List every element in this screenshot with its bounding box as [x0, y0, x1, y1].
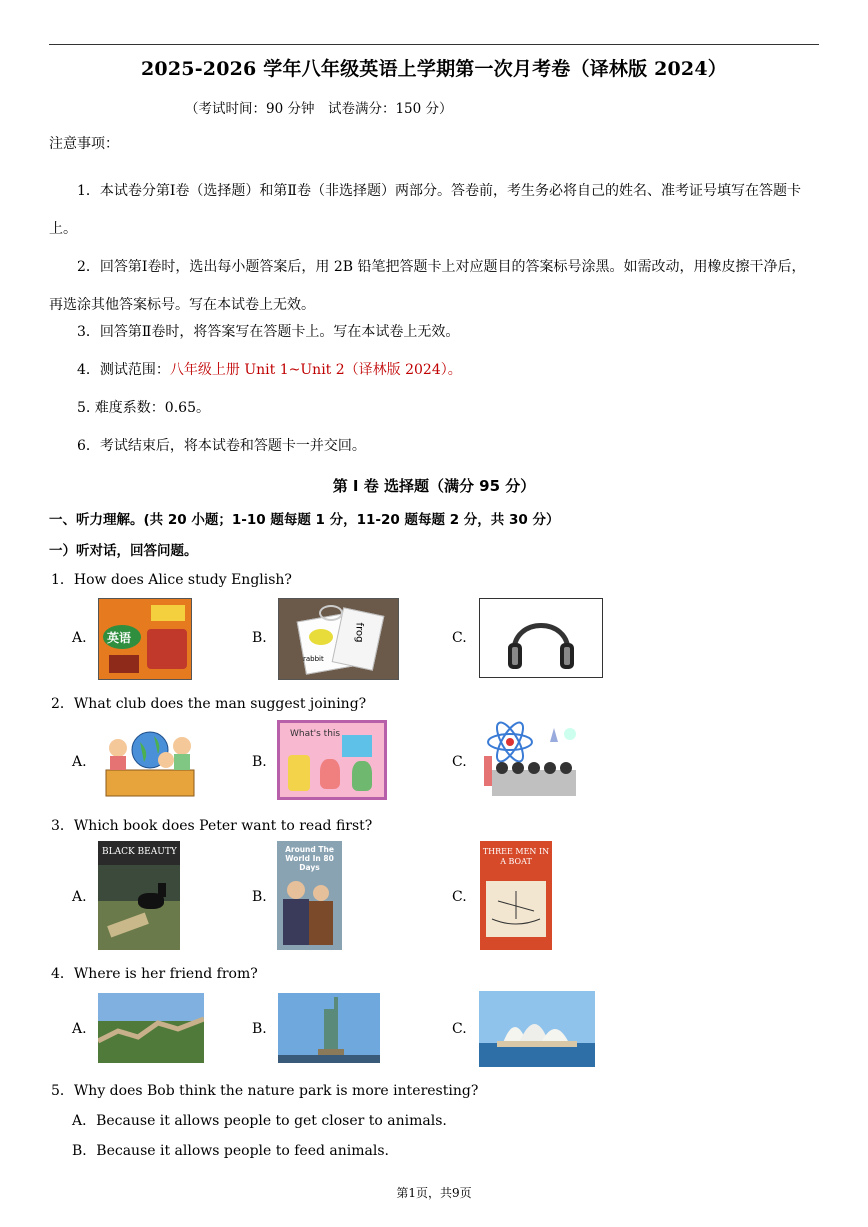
boat-icon: [486, 881, 546, 937]
note-1: 1．本试卷分第Ⅰ卷（选择题）和第Ⅱ卷（非选择题）两部分。答卷前，考生务必将自己的姓名、准考证号填写在答题卡上。: [49, 183, 801, 237]
question-5: 5．Why does Bob think the nature park is more interesting?: [51, 1083, 479, 1099]
question-3: 3．Which book does Peter want to read first?: [51, 818, 373, 834]
page-number: 第1页，共9页: [396, 1186, 472, 1200]
q3-book-a-title: BLACK BEAUTY: [102, 847, 177, 857]
section-title: 第 I 卷 选择题（满分 95 分）: [332, 477, 536, 495]
exam-info: （考试时间：90 分钟 试卷满分：150 分）: [185, 101, 453, 117]
top-rule: [49, 44, 819, 45]
atom-icon: [478, 720, 588, 800]
q1-option-b-label: B.: [252, 630, 267, 646]
headphones-icon: [480, 599, 602, 677]
q2-option-a-label: A.: [72, 754, 87, 770]
q3-option-a-label: A.: [72, 889, 87, 905]
great-wall-icon: [98, 993, 204, 1063]
q1-card-word: frog: [353, 622, 365, 643]
part-1-heading: 一、听力理解。(共 20 小题；1-10 题每题 1 分，11-20 题每题 2 分，共 30 分）: [49, 512, 560, 528]
opera-house-icon: [479, 991, 595, 1067]
note-4-range: 八年级上册 Unit 1~Unit 2（译林版 2024）。: [169, 362, 462, 378]
q1-flashcards-image: [278, 598, 399, 680]
q2-art-club-image: [277, 720, 387, 800]
q3-book-c-title: THREE MEN IN A BOAT: [482, 847, 550, 866]
page-title: 2025-2026 学年八年级英语上学期第一次月考卷（译林版 2024）: [141, 58, 727, 80]
q1-textbook-image: [98, 598, 192, 680]
note-5: 5. 难度系数：0.65。: [77, 400, 210, 416]
part-1a-heading: 一）听对话，回答问题。: [49, 543, 198, 559]
q1-headphones-image: [479, 598, 603, 678]
q3-around-the-world-cover: [277, 841, 342, 950]
q1-option-c-label: C.: [452, 630, 467, 646]
q1-card-word2: rabbit: [303, 655, 324, 663]
q2-globe-club-image: [100, 722, 200, 800]
q4-sydney-opera-house-image: [479, 991, 595, 1067]
note-2: 2．回答第Ⅰ卷时，选出每小题答案后，用 2B 铅笔把答题卡上对应题目的答案标号涂黑。如需改动，用橡皮擦干净后，再选涂其他答案标号。写在本试卷上无效。: [49, 259, 806, 313]
q5-option-a: A．Because it allows people to get closer to animals.: [72, 1113, 447, 1129]
question-2: 2．What club does the man suggest joining?: [51, 696, 367, 712]
question-4: 4．Where is her friend from?: [51, 966, 258, 982]
q4-option-b-label: B.: [252, 1021, 267, 1037]
question-1: 1．How does Alice study English?: [51, 572, 292, 588]
note-3: 3．回答第Ⅱ卷时，将答案写在答题卡上。写在本试卷上无效。: [77, 324, 460, 340]
globe-icon: [100, 722, 200, 800]
q1-option-a-label: A.: [72, 630, 87, 646]
notes-heading: 注意事项：: [49, 136, 119, 152]
q1-book-title: 英语: [107, 631, 132, 645]
q3-three-men-cover: [480, 841, 552, 950]
note-6: 6．考试结束后，将本试卷和答题卡一并交回。: [77, 438, 366, 454]
q5-option-b: B．Because it allows people to feed animals.: [72, 1143, 389, 1159]
q3-option-b-label: B.: [252, 889, 267, 905]
q3-option-c-label: C.: [452, 889, 467, 905]
q2-option-c-label: C.: [452, 754, 467, 770]
q3-black-beauty-cover: [98, 841, 180, 950]
q4-option-c-label: C.: [452, 1021, 467, 1037]
q2-club-sign: What's this: [290, 729, 341, 739]
q3-book-b-title: Around The World In 80 Days: [285, 845, 334, 872]
q2-science-club-image: [478, 720, 588, 800]
q2-option-b-label: B.: [252, 754, 267, 770]
note-4: [49, 360, 819, 380]
q4-great-wall-image: [98, 993, 204, 1063]
note-4-prefix: 4．测试范围：: [77, 362, 170, 378]
q4-option-a-label: A.: [72, 1021, 87, 1037]
q4-statue-of-liberty-image: [278, 993, 380, 1063]
